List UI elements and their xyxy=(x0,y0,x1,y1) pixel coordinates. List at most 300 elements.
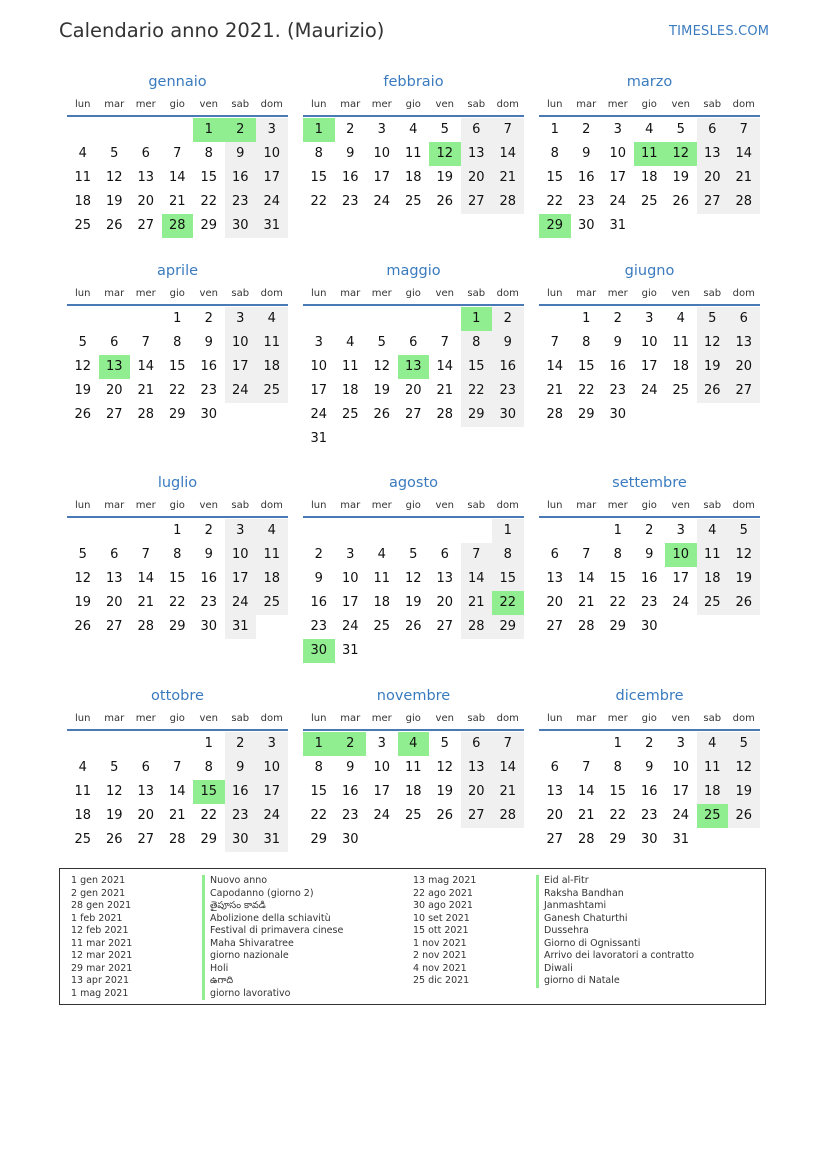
day-cell: 28 xyxy=(168,832,186,847)
weekday-label: dom xyxy=(260,99,283,110)
day-cell: 6 xyxy=(728,307,760,331)
day-cell: 2 xyxy=(645,736,654,751)
day-cell: 3 xyxy=(676,736,685,751)
day-cell: 16 xyxy=(200,359,218,374)
day-cell: 24 xyxy=(310,407,328,422)
day-cell: 6 xyxy=(461,732,493,756)
day-cell: 8 xyxy=(582,335,591,350)
day-cell: 9 xyxy=(204,547,213,562)
day-cell: 20 xyxy=(137,808,155,823)
day-cell: 17 xyxy=(225,567,257,591)
day-cell: 17 xyxy=(373,170,391,185)
weekday-label: mar xyxy=(576,288,597,299)
weekday-label: mer xyxy=(607,500,628,511)
weekday-label: ven xyxy=(199,99,218,110)
weekday-label: mer xyxy=(607,288,628,299)
holiday-day-cell: 1 xyxy=(461,307,493,331)
day-cell: 4 xyxy=(78,760,87,775)
weekday-label: mer xyxy=(135,713,156,724)
day-cell: 9 xyxy=(204,335,213,350)
day-cell: 24 xyxy=(609,194,627,209)
empty-cell xyxy=(335,519,367,543)
day-cell: 6 xyxy=(461,118,493,142)
day-cell: 22 xyxy=(310,194,328,209)
empty-cell xyxy=(162,118,194,142)
day-cell: 14 xyxy=(492,756,524,780)
day-cell: 23 xyxy=(609,383,627,398)
day-cell: 12 xyxy=(74,359,92,374)
weekday-label: dom xyxy=(260,500,283,511)
day-cell: 8 xyxy=(613,547,622,562)
day-cell: 31 xyxy=(310,431,328,446)
day-cell: 27 xyxy=(137,218,155,233)
day-cell: 12 xyxy=(697,331,729,355)
day-cell: 3 xyxy=(256,732,288,756)
header-rule xyxy=(303,304,524,306)
day-cell: 30 xyxy=(640,832,658,847)
weekday-label: mar xyxy=(340,713,361,724)
days-grid xyxy=(67,307,288,427)
legend-date: 13 mag 2021 xyxy=(413,875,477,886)
day-cell: 7 xyxy=(461,543,493,567)
day-cell: 9 xyxy=(645,547,654,562)
day-cell: 19 xyxy=(697,355,729,379)
weekday-header xyxy=(539,96,760,114)
day-cell: 10 xyxy=(373,760,391,775)
day-cell: 18 xyxy=(697,780,729,804)
day-cell: 9 xyxy=(582,146,591,161)
day-cell: 2 xyxy=(613,311,622,326)
weekday-label: dom xyxy=(260,713,283,724)
weekday-label: ven xyxy=(671,713,690,724)
weekday-label: lun xyxy=(311,99,327,110)
day-cell: 10 xyxy=(225,331,257,355)
weekday-label: dom xyxy=(732,99,755,110)
day-cell: 17 xyxy=(310,383,328,398)
month-febbraio xyxy=(303,72,524,214)
day-cell: 4 xyxy=(676,311,685,326)
day-cell: 21 xyxy=(168,808,186,823)
day-cell: 13 xyxy=(728,331,760,355)
day-cell: 13 xyxy=(137,170,155,185)
day-cell: 18 xyxy=(672,359,690,374)
day-cell: 29 xyxy=(200,218,218,233)
day-cell: 22 xyxy=(546,194,564,209)
day-cell: 7 xyxy=(440,335,449,350)
day-cell: 21 xyxy=(168,194,186,209)
legend-date: 1 feb 2021 xyxy=(71,912,123,924)
day-cell: 23 xyxy=(225,804,257,828)
legend-date: 22 ago 2021 xyxy=(413,887,473,899)
holiday-day-cell: 12 xyxy=(665,142,697,166)
empty-cell xyxy=(67,118,99,142)
day-cell: 30 xyxy=(640,619,658,634)
day-cell: 14 xyxy=(168,170,186,185)
day-cell: 17 xyxy=(672,784,690,799)
day-cell: 1 xyxy=(173,523,182,538)
day-cell: 25 xyxy=(404,808,422,823)
day-cell: 21 xyxy=(461,591,493,615)
month-name: agosto xyxy=(388,475,439,491)
day-cell: 8 xyxy=(204,760,213,775)
header-rule xyxy=(303,115,524,117)
legend-holiday-name: Maha Shivaratree xyxy=(202,938,343,951)
day-cell: 6 xyxy=(440,547,449,562)
day-cell: 24 xyxy=(672,595,690,610)
day-cell: 4 xyxy=(256,519,288,543)
month-name: dicembre xyxy=(615,688,684,704)
day-cell: 24 xyxy=(225,591,257,615)
month-name: marzo xyxy=(626,74,673,90)
day-cell: 25 xyxy=(373,619,391,634)
day-cell: 2 xyxy=(582,122,591,137)
empty-cell xyxy=(99,732,131,756)
day-cell: 11 xyxy=(404,760,422,775)
legend-date: 4 nov 2021 xyxy=(413,962,467,974)
weekday-label: dom xyxy=(496,288,519,299)
day-cell: 29 xyxy=(168,407,186,422)
day-cell: 26 xyxy=(105,832,123,847)
holiday-day-cell: 13 xyxy=(99,355,131,379)
day-cell: 31 xyxy=(672,832,690,847)
day-cell: 25 xyxy=(640,194,658,209)
day-cell: 5 xyxy=(440,122,449,137)
day-cell: 1 xyxy=(492,519,524,543)
legend-date: 11 mar 2021 xyxy=(71,937,133,949)
legend-holiday-name: Diwali xyxy=(536,963,694,976)
weekday-label: dom xyxy=(260,288,283,299)
weekday-label: lun xyxy=(547,500,563,511)
day-cell: 13 xyxy=(546,571,564,586)
legend-date: 29 mar 2021 xyxy=(71,962,133,974)
day-cell: 8 xyxy=(173,335,182,350)
legend-holiday-name: Ganesh Chaturthi xyxy=(536,913,694,926)
weekday-label: ven xyxy=(199,500,218,511)
day-cell: 8 xyxy=(204,146,213,161)
day-cell: 7 xyxy=(492,732,524,756)
holiday-day-cell: 10 xyxy=(665,543,697,567)
holiday-day-cell: 2 xyxy=(335,732,367,756)
day-cell: 23 xyxy=(225,190,257,214)
day-cell: 5 xyxy=(377,335,386,350)
day-cell: 4 xyxy=(78,146,87,161)
weekday-label: dom xyxy=(732,713,755,724)
empty-cell xyxy=(398,519,430,543)
month-name: gennaio xyxy=(148,74,207,90)
holiday-day-cell: 15 xyxy=(193,780,225,804)
day-cell: 12 xyxy=(436,760,454,775)
day-cell: 2 xyxy=(225,732,257,756)
day-cell: 11 xyxy=(256,543,288,567)
header-rule xyxy=(303,729,524,731)
day-cell: 15 xyxy=(461,355,493,379)
day-cell: 7 xyxy=(173,760,182,775)
weekday-label: lun xyxy=(547,99,563,110)
day-cell: 4 xyxy=(346,335,355,350)
day-cell: 29 xyxy=(310,832,328,847)
day-cell: 31 xyxy=(256,214,288,238)
day-cell: 13 xyxy=(697,142,729,166)
holiday-day-cell: 4 xyxy=(398,732,430,756)
day-cell: 5 xyxy=(78,547,87,562)
day-cell: 18 xyxy=(697,567,729,591)
day-cell: 11 xyxy=(256,331,288,355)
month-agosto xyxy=(303,473,524,663)
day-cell: 12 xyxy=(404,571,422,586)
empty-cell xyxy=(335,307,367,331)
day-cell: 2 xyxy=(314,547,323,562)
day-cell: 21 xyxy=(492,780,524,804)
day-cell: 3 xyxy=(377,736,386,751)
day-cell: 28 xyxy=(577,619,595,634)
month-settembre xyxy=(539,473,760,639)
legend-holiday-name: Festival di primavera cinese xyxy=(202,925,343,938)
day-cell: 22 xyxy=(200,194,218,209)
day-cell: 26 xyxy=(74,407,92,422)
header-rule xyxy=(539,516,760,518)
day-cell: 17 xyxy=(640,359,658,374)
day-cell: 30 xyxy=(341,832,359,847)
weekday-header xyxy=(67,96,288,114)
days-grid xyxy=(539,118,760,238)
holiday-day-cell: 1 xyxy=(303,732,335,756)
day-cell: 6 xyxy=(409,335,418,350)
header-rule xyxy=(303,516,524,518)
day-cell: 15 xyxy=(168,571,186,586)
weekday-label: mer xyxy=(607,713,628,724)
weekday-label: ven xyxy=(435,288,454,299)
weekday-label: mer xyxy=(371,99,392,110)
legend-holiday-name: Dussehra xyxy=(536,925,694,938)
weekday-label: gio xyxy=(641,288,657,299)
day-cell: 31 xyxy=(225,615,257,639)
day-cell: 4 xyxy=(697,732,729,756)
day-cell: 6 xyxy=(141,146,150,161)
day-cell: 14 xyxy=(492,142,524,166)
day-cell: 18 xyxy=(404,170,422,185)
empty-cell xyxy=(99,118,131,142)
day-cell: 3 xyxy=(225,519,257,543)
weekday-label: mer xyxy=(607,99,628,110)
empty-cell xyxy=(99,307,131,331)
day-cell: 24 xyxy=(672,808,690,823)
day-cell: 30 xyxy=(200,619,218,634)
day-cell: 14 xyxy=(461,567,493,591)
day-cell: 21 xyxy=(577,595,595,610)
day-cell: 25 xyxy=(74,218,92,233)
day-cell: 28 xyxy=(461,615,493,639)
brand-link[interactable]: TIMESLES.COM xyxy=(669,24,770,39)
weekday-label: lun xyxy=(75,713,91,724)
weekday-label: lun xyxy=(75,500,91,511)
day-cell: 13 xyxy=(137,784,155,799)
weekday-label: ven xyxy=(199,288,218,299)
day-cell: 16 xyxy=(341,170,359,185)
day-cell: 14 xyxy=(168,784,186,799)
empty-cell xyxy=(130,732,162,756)
day-cell: 5 xyxy=(697,307,729,331)
day-cell: 4 xyxy=(409,122,418,137)
weekday-header xyxy=(67,285,288,303)
day-cell: 8 xyxy=(314,146,323,161)
day-cell: 26 xyxy=(672,194,690,209)
day-cell: 16 xyxy=(640,571,658,586)
day-cell: 26 xyxy=(373,407,391,422)
holiday-day-cell: 13 xyxy=(398,355,430,379)
day-cell: 30 xyxy=(200,407,218,422)
weekday-label: mer xyxy=(135,288,156,299)
weekday-label: gio xyxy=(169,500,185,511)
month-novembre xyxy=(303,686,524,852)
weekday-header xyxy=(303,285,524,303)
days-grid xyxy=(303,307,524,451)
weekday-label: mar xyxy=(340,500,361,511)
day-cell: 7 xyxy=(728,118,760,142)
day-cell: 17 xyxy=(341,595,359,610)
day-cell: 10 xyxy=(310,359,328,374)
day-cell: 23 xyxy=(200,595,218,610)
day-cell: 7 xyxy=(550,335,559,350)
holiday-day-cell: 25 xyxy=(697,804,729,828)
legend-date: 1 nov 2021 xyxy=(413,937,467,949)
weekday-label: sab xyxy=(467,713,486,724)
day-cell: 2 xyxy=(204,311,213,326)
weekday-label: mer xyxy=(371,500,392,511)
weekday-label: sab xyxy=(467,288,486,299)
day-cell: 14 xyxy=(137,571,155,586)
day-cell: 16 xyxy=(200,571,218,586)
holiday-day-cell: 22 xyxy=(492,591,524,615)
day-cell: 11 xyxy=(74,784,92,799)
day-cell: 23 xyxy=(492,379,524,403)
empty-cell xyxy=(67,732,99,756)
legend-holiday-name: Giorno di Ognissanti xyxy=(536,938,694,951)
day-cell: 7 xyxy=(582,547,591,562)
day-cell: 19 xyxy=(672,170,690,185)
day-cell: 28 xyxy=(492,804,524,828)
empty-cell xyxy=(99,519,131,543)
weekday-label: mar xyxy=(576,99,597,110)
legend-date: 10 set 2021 xyxy=(413,912,470,924)
day-cell: 27 xyxy=(436,619,454,634)
day-cell: 21 xyxy=(577,808,595,823)
day-cell: 28 xyxy=(436,407,454,422)
header-rule xyxy=(67,304,288,306)
weekday-label: dom xyxy=(496,500,519,511)
day-cell: 19 xyxy=(436,784,454,799)
day-cell: 12 xyxy=(105,170,123,185)
weekday-label: lun xyxy=(547,288,563,299)
day-cell: 24 xyxy=(256,804,288,828)
day-cell: 29 xyxy=(492,615,524,639)
day-cell: 7 xyxy=(582,760,591,775)
weekday-label: ven xyxy=(199,713,218,724)
day-cell: 1 xyxy=(204,736,213,751)
month-ottobre xyxy=(67,686,288,852)
day-cell: 29 xyxy=(609,832,627,847)
legend-holiday-name: giorno di Natale xyxy=(536,975,694,988)
header-rule xyxy=(67,115,288,117)
day-cell: 29 xyxy=(461,403,493,427)
empty-cell xyxy=(539,519,571,543)
day-cell: 13 xyxy=(546,784,564,799)
day-cell: 20 xyxy=(461,166,493,190)
day-cell: 5 xyxy=(110,760,119,775)
day-cell: 18 xyxy=(74,808,92,823)
weekday-label: sab xyxy=(703,99,722,110)
day-cell: 21 xyxy=(436,383,454,398)
days-grid xyxy=(539,732,760,852)
month-name: novembre xyxy=(376,688,451,704)
weekday-label: mar xyxy=(104,500,125,511)
day-cell: 27 xyxy=(105,619,123,634)
day-cell: 10 xyxy=(225,543,257,567)
legend-date: 1 mag 2021 xyxy=(71,987,129,999)
day-cell: 9 xyxy=(225,142,257,166)
empty-cell xyxy=(130,118,162,142)
day-cell: 21 xyxy=(137,595,155,610)
day-cell: 11 xyxy=(341,359,359,374)
weekday-header xyxy=(303,710,524,728)
weekday-label: dom xyxy=(496,713,519,724)
day-cell: 30 xyxy=(225,828,257,852)
days-grid xyxy=(67,519,288,639)
legend-left-dates xyxy=(71,875,132,1000)
day-cell: 17 xyxy=(373,784,391,799)
day-cell: 27 xyxy=(461,804,493,828)
day-cell: 10 xyxy=(672,760,690,775)
empty-cell xyxy=(429,519,461,543)
day-cell: 27 xyxy=(697,190,729,214)
day-cell: 23 xyxy=(640,595,658,610)
day-cell: 14 xyxy=(436,359,454,374)
holiday-legend xyxy=(59,868,766,1005)
day-cell: 19 xyxy=(105,808,123,823)
day-cell: 30 xyxy=(609,407,627,422)
empty-cell xyxy=(461,519,493,543)
day-cell: 15 xyxy=(200,170,218,185)
day-cell: 26 xyxy=(105,218,123,233)
legend-right-names xyxy=(536,875,694,988)
empty-cell xyxy=(571,732,603,756)
day-cell: 21 xyxy=(492,166,524,190)
weekday-label: gio xyxy=(169,713,185,724)
day-cell: 22 xyxy=(609,808,627,823)
day-cell: 9 xyxy=(492,331,524,355)
day-cell: 21 xyxy=(137,383,155,398)
day-cell: 25 xyxy=(256,379,288,403)
day-cell: 6 xyxy=(550,760,559,775)
day-cell: 10 xyxy=(373,146,391,161)
empty-cell xyxy=(539,732,571,756)
month-giugno xyxy=(539,261,760,427)
day-cell: 22 xyxy=(200,808,218,823)
month-name: settembre xyxy=(612,475,687,491)
weekday-label: gio xyxy=(405,99,421,110)
weekday-label: mar xyxy=(104,713,125,724)
holiday-day-cell: 29 xyxy=(539,214,571,238)
holiday-day-cell: 2 xyxy=(225,118,257,142)
legend-holiday-name: Eid al-Fitr xyxy=(536,875,694,888)
weekday-label: lun xyxy=(311,288,327,299)
day-cell: 3 xyxy=(645,311,654,326)
day-cell: 28 xyxy=(577,832,595,847)
day-cell: 15 xyxy=(168,359,186,374)
day-cell: 3 xyxy=(346,547,355,562)
empty-cell xyxy=(130,519,162,543)
day-cell: 6 xyxy=(110,335,119,350)
day-cell: 25 xyxy=(341,407,359,422)
